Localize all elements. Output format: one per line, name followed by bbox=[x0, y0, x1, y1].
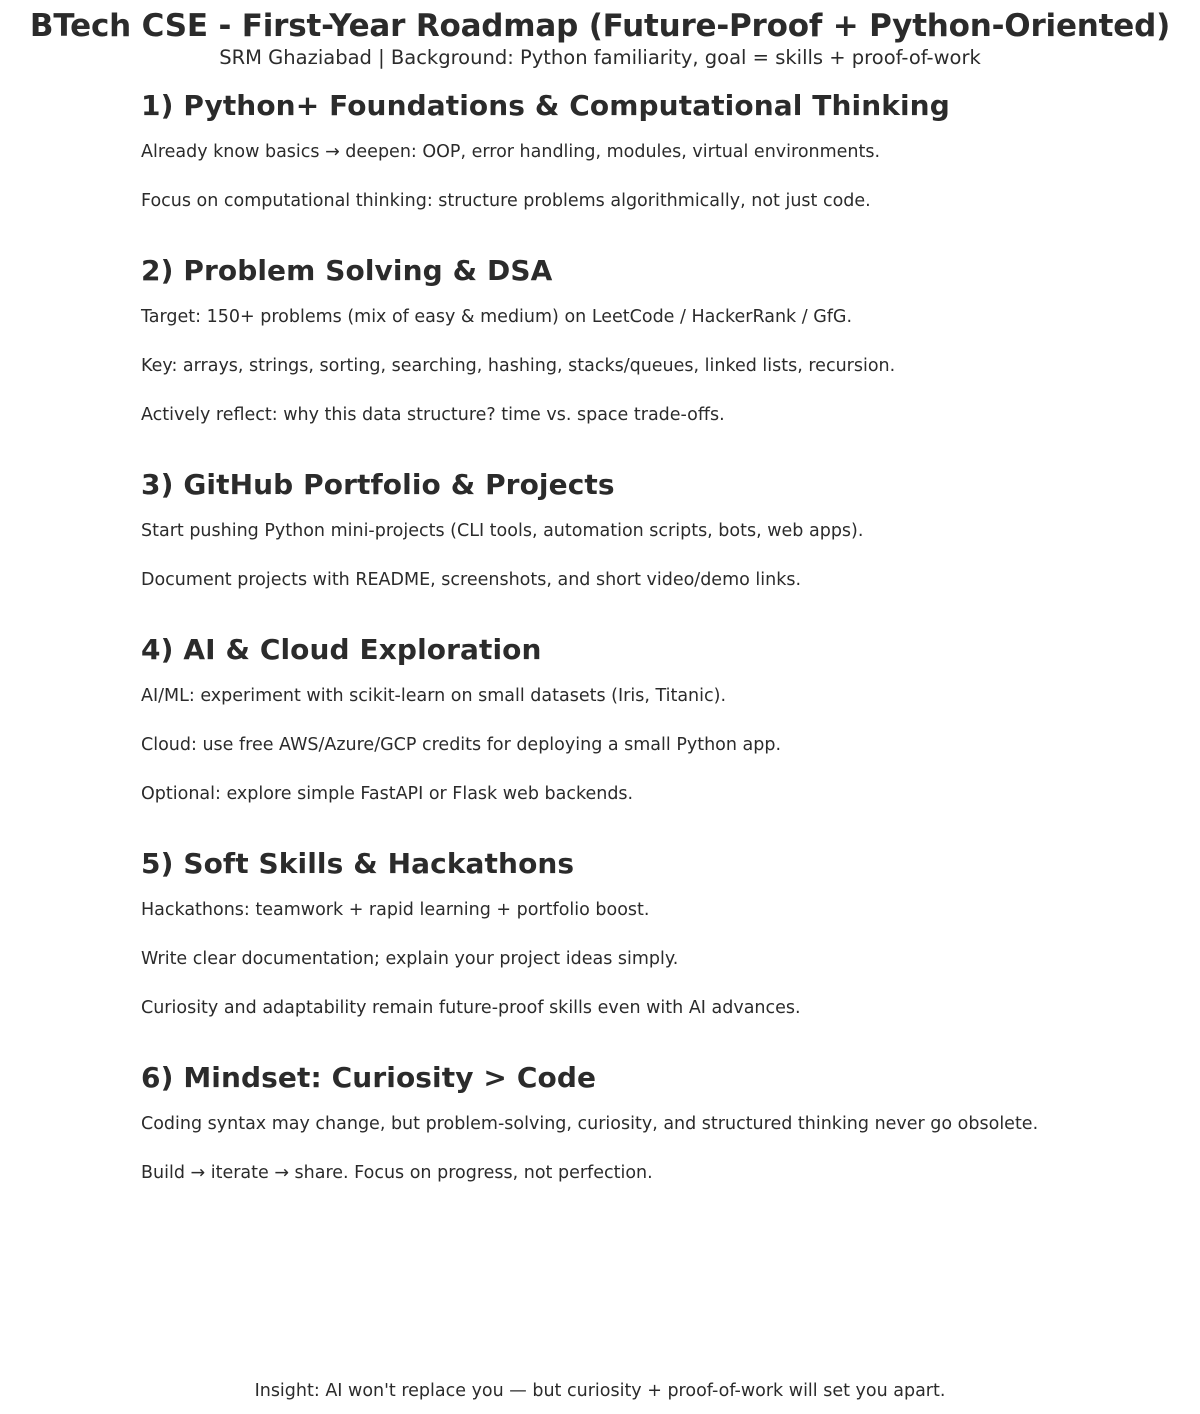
section-ai-cloud bbox=[141, 628, 1061, 815]
section-heading: 2) Problem Solving & DSA bbox=[141, 254, 553, 287]
section-point: Actively reflect: why this data structure? time vs. space trade-offs. bbox=[141, 405, 725, 425]
section-point: Cloud: use free AWS/Azure/GCP credits for deploying a small Python app. bbox=[141, 735, 782, 755]
section-heading: 1) Python+ Foundations & Computational Thinking bbox=[141, 89, 950, 122]
section-heading: 4) AI & Cloud Exploration bbox=[141, 633, 542, 666]
section-point: Hackathons: teamwork + rapid learning + portfolio boost. bbox=[141, 900, 650, 920]
section-point: Optional: explore simple FastAPI or Flask web backends. bbox=[141, 784, 634, 804]
page-title: BTech CSE - First-Year Roadmap (Future-Proof + Python-Oriented) bbox=[29, 8, 1171, 44]
section-point: Document projects with README, screenshots, and short video/demo links. bbox=[141, 570, 802, 590]
section-point: Focus on computational thinking: structure problems algorithmically, not just code. bbox=[141, 191, 871, 211]
roadmap-content bbox=[141, 84, 1061, 1201]
section-heading: 5) Soft Skills & Hackathons bbox=[141, 847, 575, 880]
section-heading: 6) Mindset: Curiosity > Code bbox=[141, 1061, 597, 1094]
section-point: Key: arrays, strings, sorting, searching, hashing, stacks/queues, linked lists, recursion. bbox=[141, 356, 896, 376]
section-point: Already know basics → deepen: OOP, error handling, modules, virtual environments. bbox=[141, 142, 881, 162]
section-github-portfolio bbox=[141, 463, 1061, 601]
section-problem-solving-dsa bbox=[141, 249, 1061, 436]
section-point: Target: 150+ problems (mix of easy & medium) on LeetCode / HackerRank / GfG. bbox=[141, 307, 853, 327]
section-soft-skills bbox=[141, 842, 1061, 1029]
page-subtitle: SRM Ghaziabad | Background: Python familiarity, goal = skills + proof-of-work bbox=[219, 46, 981, 69]
section-mindset bbox=[141, 1056, 1061, 1194]
section-point: Start pushing Python mini-projects (CLI tools, automation scripts, bots, web apps). bbox=[141, 521, 864, 541]
section-point: Write clear documentation; explain your project ideas simply. bbox=[141, 949, 679, 969]
section-point: AI/ML: experiment with scikit-learn on small datasets (Iris, Titanic). bbox=[141, 686, 727, 706]
insight-footer: Insight: AI won't replace you — but curiosity + proof-of-work will set you apart. bbox=[254, 1381, 946, 1401]
section-point: Coding syntax may change, but problem-solving, curiosity, and structured thinking never go obsolete. bbox=[141, 1114, 1039, 1134]
section-python-foundations bbox=[141, 84, 1061, 222]
section-point: Curiosity and adaptability remain future-proof skills even with AI advances. bbox=[141, 998, 801, 1018]
section-point: Build → iterate → share. Focus on progress, not perfection. bbox=[141, 1163, 653, 1183]
section-heading: 3) GitHub Portfolio & Projects bbox=[141, 468, 615, 501]
